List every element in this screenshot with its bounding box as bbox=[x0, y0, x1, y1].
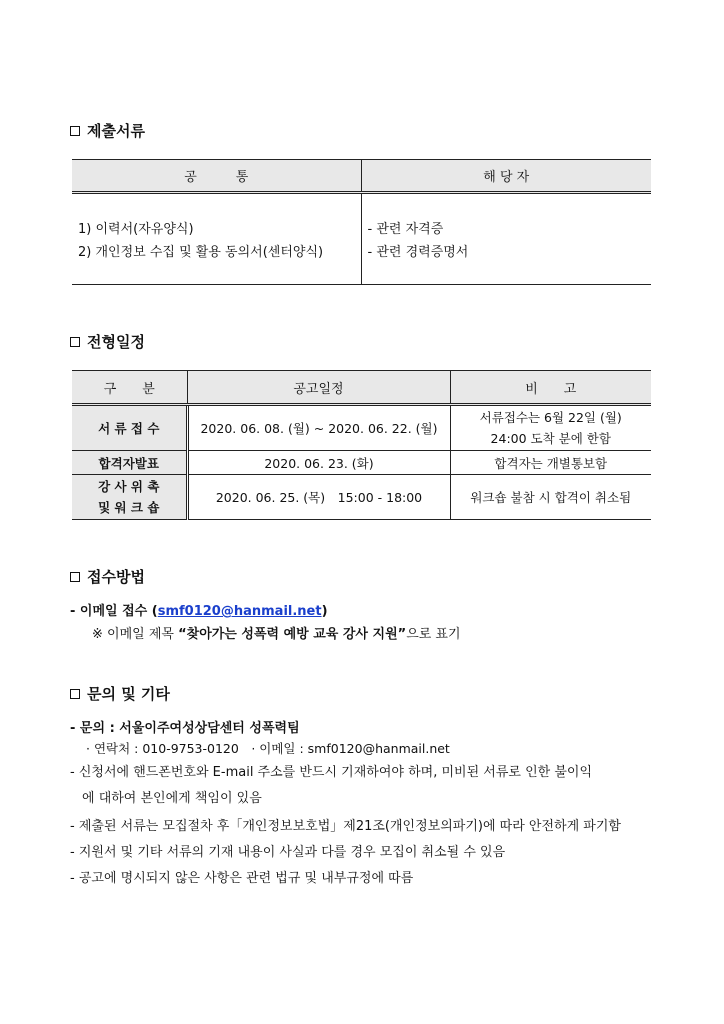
documents-table bbox=[72, 159, 651, 285]
list-item: - 관련 경력증명서 bbox=[367, 245, 469, 260]
section-title: 문의 및 기타 bbox=[87, 685, 170, 703]
note-title: “찾아가는 성폭력 예방 교육 강사 지원” bbox=[178, 627, 407, 642]
notice-item: - 제출된 서류는 모집절차 후「개인정보보호법」제21조(개인정보의파기)에 따라 안전하게 파기함 bbox=[70, 819, 621, 834]
table-header: 비 고 bbox=[450, 371, 651, 405]
email-suffix: ) bbox=[321, 604, 328, 619]
note-line: 서류접수는 6월 22일 (월) bbox=[479, 410, 622, 425]
schedule-table bbox=[72, 370, 651, 520]
row-date: 2020. 06. 25. (목) 15:00 - 18:00 bbox=[187, 475, 450, 520]
section-title: 접수방법 bbox=[87, 568, 145, 586]
email-link[interactable]: smf0120@hanmail.net bbox=[157, 604, 322, 619]
note-line: 24:00 도착 분에 한함 bbox=[490, 431, 611, 446]
email-prefix: - 이메일 접수 ( bbox=[70, 604, 158, 619]
notice-item: - 공고에 명시되지 않은 사항은 관련 법규 및 내부규정에 따름 bbox=[70, 871, 414, 886]
label-line: 및 워 크 숍 bbox=[98, 500, 160, 515]
list-item: - 관련 자격증 bbox=[367, 222, 444, 237]
table-header: 공고일정 bbox=[187, 371, 450, 405]
section-heading-documents bbox=[70, 120, 145, 141]
note-prefix: ※ 이메일 제목 bbox=[92, 627, 179, 642]
table-header: 해 당 자 bbox=[361, 160, 651, 193]
label-line: 강 사 위 촉 bbox=[98, 479, 160, 494]
note-suffix: 으로 표기 bbox=[406, 627, 461, 642]
checkbox-square-icon bbox=[70, 337, 80, 347]
notice-item: - 지원서 및 기타 서류의 기재 내용이 사실과 다를 경우 모집이 취소될 수 있음 bbox=[70, 845, 506, 860]
notice-item-continued: 에 대하여 본인에게 책임이 있음 bbox=[82, 791, 262, 806]
list-item: 1) 이력서(자유양식) bbox=[78, 222, 194, 237]
checkbox-square-icon bbox=[70, 572, 80, 582]
row-note: 워크숍 불참 시 합격이 취소됨 bbox=[450, 475, 651, 520]
table-row bbox=[72, 451, 651, 475]
checkbox-square-icon bbox=[70, 126, 80, 136]
row-note: 합격자는 개별통보함 bbox=[450, 451, 651, 475]
row-label: 서 류 접 수 bbox=[72, 405, 187, 451]
table-header: 구 분 bbox=[72, 371, 187, 405]
common-documents-cell bbox=[72, 193, 361, 285]
inquiry-line: - 문의 : 서울이주여성상담센터 성폭력팀 bbox=[70, 721, 300, 736]
section-heading-schedule bbox=[70, 331, 145, 352]
table-row bbox=[72, 475, 651, 520]
row-date: 2020. 06. 23. (화) bbox=[187, 451, 450, 475]
section-heading-method bbox=[70, 566, 145, 587]
section-heading-contact bbox=[70, 683, 170, 704]
row-label: 합격자발표 bbox=[72, 451, 187, 475]
specific-documents-cell bbox=[361, 193, 651, 285]
row-note bbox=[450, 405, 651, 451]
section-title: 제출서류 bbox=[87, 122, 145, 140]
row-date: 2020. 06. 08. (월) ~ 2020. 06. 22. (월) bbox=[187, 405, 450, 451]
row-label bbox=[72, 475, 187, 520]
notice-item: - 신청서에 핸드폰번호와 E-mail 주소를 반드시 기재하여야 하며, 미비된 서류로 인한 불이익 bbox=[70, 765, 593, 780]
email-title-note bbox=[92, 623, 461, 642]
email-submission-line bbox=[70, 600, 328, 619]
table-row bbox=[72, 405, 651, 451]
section-title: 전형일정 bbox=[87, 333, 145, 351]
checkbox-square-icon bbox=[70, 689, 80, 699]
table-header: 공 통 bbox=[72, 160, 361, 193]
contact-info-line: · 연락처 : 010-9753-0120 · 이메일 : smf0120@hanmail.net bbox=[86, 741, 450, 756]
list-item: 2) 개인정보 수집 및 활용 동의서(센터양식) bbox=[78, 245, 324, 260]
